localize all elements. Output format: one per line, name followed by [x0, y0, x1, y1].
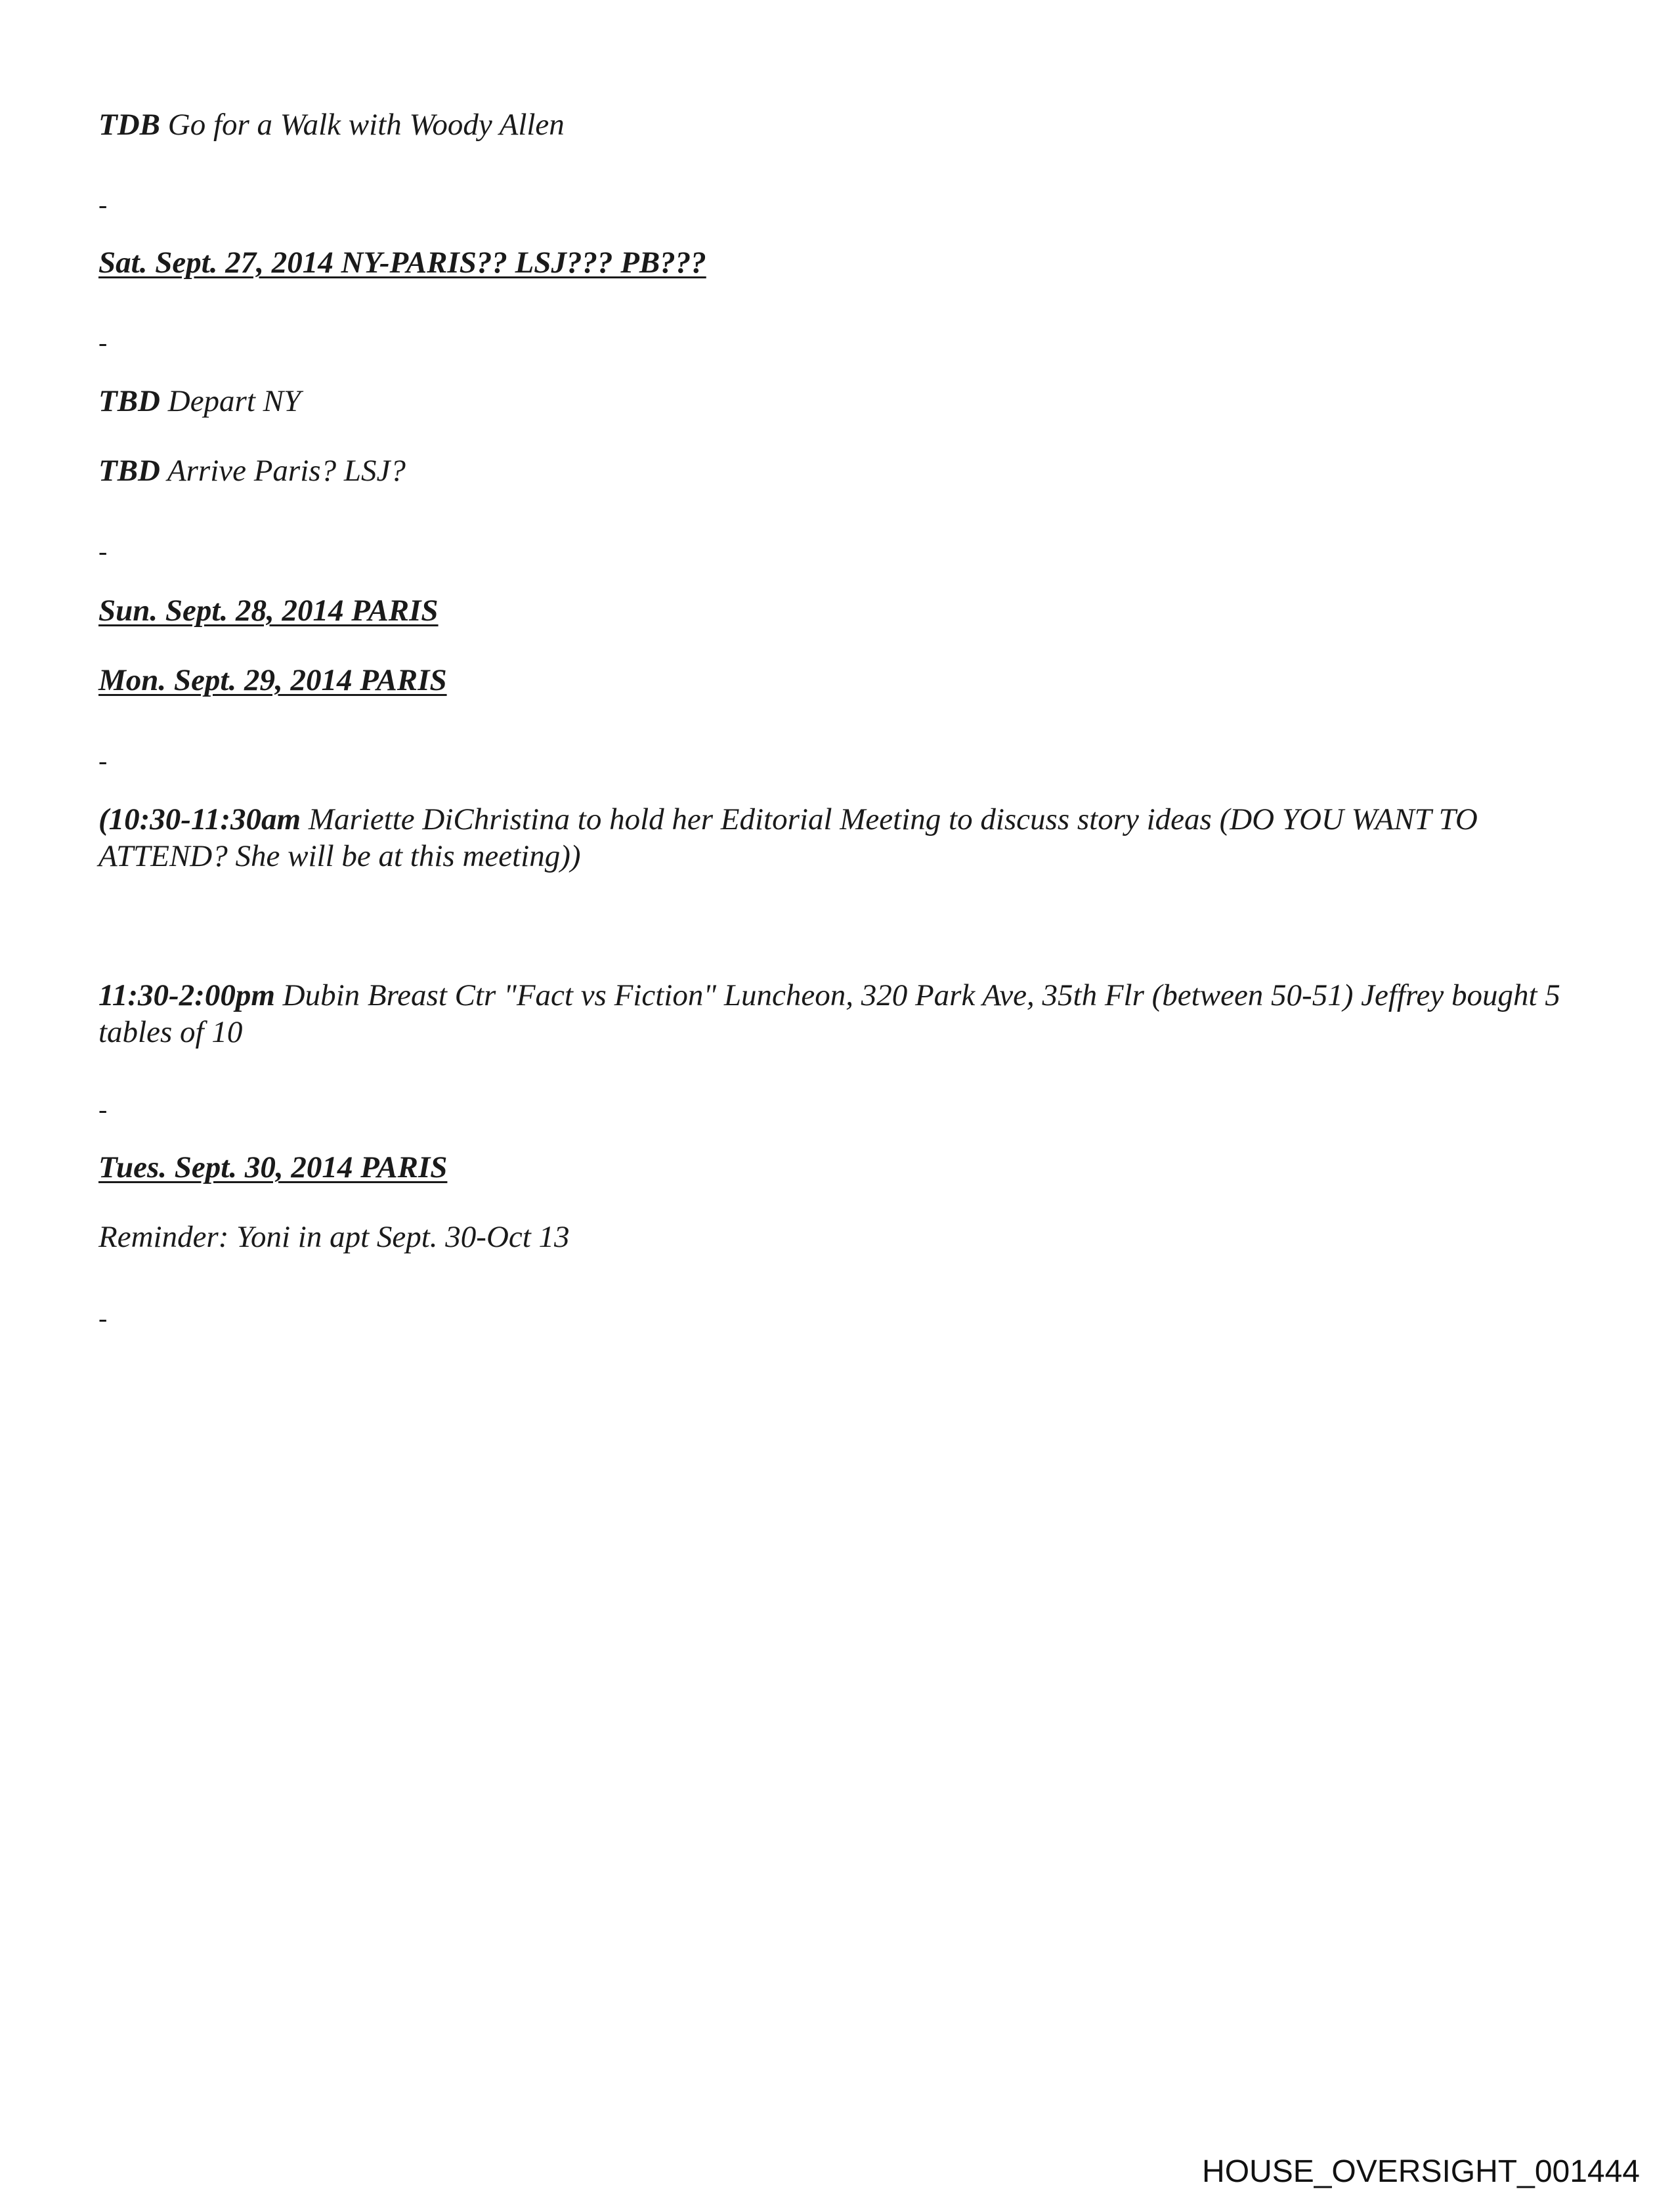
entry-text: Mariette DiChristina to hold her Editorial Meeting to discuss story ideas (DO YOU WANT TO ATTEND? She will be at this meeting)) [98, 802, 1478, 873]
entry-time: (10:30-11:30am [98, 802, 301, 836]
entry-time: TBD [98, 454, 160, 488]
separator-dash: - [98, 536, 108, 566]
day-heading-sun-sept-28: Sun. Sept. 28, 2014 PARIS [98, 594, 439, 628]
separator-dash: - [98, 1095, 108, 1124]
bates-number: HOUSE_OVERSIGHT_001444 [1202, 2154, 1640, 2189]
entry-text: Go for a Walk with Woody Allen [167, 108, 565, 142]
entry-luncheon [98, 977, 1562, 1051]
entry-arrive-paris [98, 452, 406, 489]
entry-reminder [98, 1219, 570, 1255]
entry-time: 11:30-2:00pm [98, 978, 275, 1012]
entry-time: TBD [98, 384, 160, 418]
entry-text: Reminder: Yoni in apt Sept. 30-Oct 13 [98, 1220, 570, 1254]
entry-text: Dubin Breast Ctr "Fact vs Fiction" Luncheon, 320 Park Ave, 35th Flr (between 50-51) Jeffrey bought 5 tables of 10 [98, 978, 1560, 1049]
separator-dash: - [98, 746, 108, 775]
separator-dash: - [98, 1303, 108, 1333]
entry-time: TDB [98, 108, 160, 142]
entry-depart-ny [98, 383, 301, 420]
separator-dash: - [98, 190, 108, 219]
separator-dash: - [98, 328, 108, 357]
day-heading-mon-sept-29: Mon. Sept. 29, 2014 PARIS [98, 663, 447, 697]
entry-walk [98, 106, 565, 143]
entry-editorial-meeting [98, 801, 1562, 875]
entry-text: Depart NY [167, 384, 301, 418]
day-heading-sat-sept-27: Sat. Sept. 27, 2014 NY-PARIS?? LSJ??? PB??? [98, 246, 706, 280]
day-heading-tues-sept-30: Tues. Sept. 30, 2014 PARIS [98, 1150, 448, 1184]
entry-text: Arrive Paris? LSJ? [167, 454, 406, 488]
